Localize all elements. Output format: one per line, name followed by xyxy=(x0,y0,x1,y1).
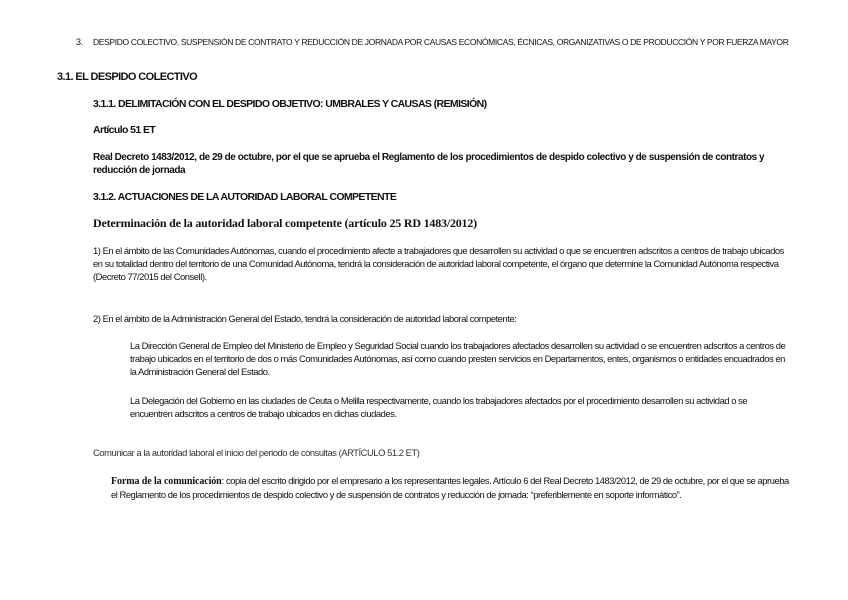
royal-decree-reference: Real Decreto 1483/2012, de 29 de octubre, por el que se aprueba el Reglamento de los procedimientos de despido colectivo y de suspensión de contratos y reducción de jornada xyxy=(93,152,765,176)
subparagraph-delegacion-gobierno: La Delegación del Gobierno en las ciudades de Ceuta o Melilla respectivamente, cuando los trabajadores afectados por el procedimiento desarrollen su actividad o se encuentren adscritos a centros de trabajo ubicados en dichas ciudades. xyxy=(130,395,748,419)
paragraph-comunicar: Comunicar a la autoridad laboral el inicio del periodo de consultas (ARTÍCULO 51.2 ET) xyxy=(93,447,420,458)
heading-3-1: 3.1. EL DESPIDO COLECTIVO xyxy=(57,71,198,83)
paragraph-1: 1) En el ámbito de las Comunidades Autónomas, cuando el procedimiento afecte a trabajadores que desarrollen su actividad o que se encuentren adscritos a centros de trabajo ubicados en su totalidad dentro del territorio de una Comunidad Autónoma, tendrá la consideración de autoridad laboral competente, el órgano que determine la Comunidad Autónoma respectiva (Decreto 77/2015 del Consell). xyxy=(93,245,784,282)
section-heading: DESPIDO COLECTIVO, SUSPENSIÓN DE CONTRATO Y REDUCCIÓN DE JORNADA POR CAUSAS ECONÓMICAS, ÉCNICAS, ORGANIZATIVAS O DE PRODUCCIÓN Y POR FUERZA MAYOR xyxy=(93,37,789,47)
forma-text: : copia del escrito dirigido por el empresario a los representantes legales. Artículo 6 del Real Decreto 1483/2012, de 29 de octubre, por el que se aprueba el Reglamento de los procedimientos de despido colectivo y de suspensión de contratos y reducción de jornada: “preferiblemente en soporte informático”. xyxy=(111,475,789,500)
article-reference: Artículo 51 ET xyxy=(93,124,156,136)
subparagraph-direccion-general: La Dirección General de Empleo del Ministerio de Empleo y Seguridad Social cuando los trabajadores afectados desarrollen su actividad o se encuentren adscritos a centros de trabajo ubicados en el territorio de dos o más Comunidades Autónomas, así como cuando presten servicios en Departamentos, entes, organismos o entidades encuadrados en la Administración General del Estado. xyxy=(130,340,786,377)
paragraph-2: 2) En el ámbito de la Administración General del Estado, tendrá la consideración de autoridad laboral competente: xyxy=(93,313,517,324)
heading-3-1-2: 3.1.2. ACTUACIONES DE LA AUTORIDAD LABORAL COMPETENTE xyxy=(93,191,397,203)
heading-3-1-1: 3.1.1. DELIMITACIÓN CON EL DESPIDO OBJETIVO: UMBRALES Y CAUSAS (REMISIÓN) xyxy=(93,98,487,110)
subheading-determinacion: Determinación de la autoridad laboral competente (artículo 25 RD 1483/2012) xyxy=(93,216,477,230)
paragraph-forma xyxy=(111,474,791,501)
forma-label: Forma de la comunicación xyxy=(111,476,222,487)
section-number: 3. xyxy=(76,37,83,47)
